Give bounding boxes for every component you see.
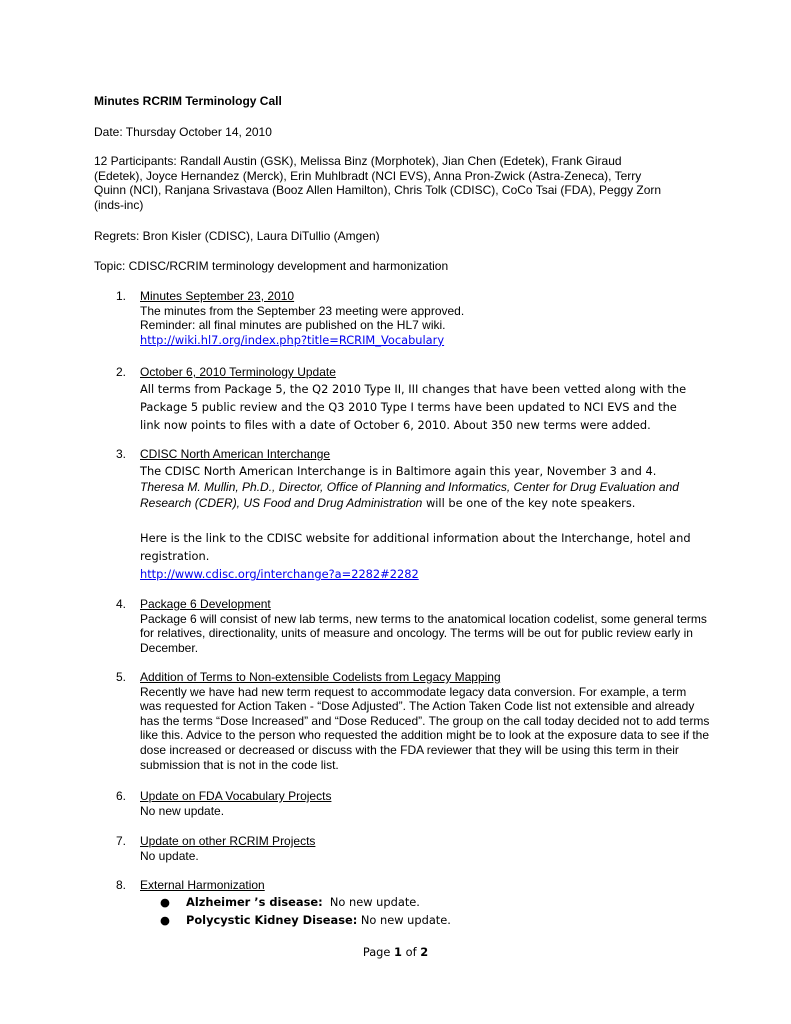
total-page-number: 2 (420, 945, 429, 959)
item-text: Reminder: all final minutes are published on the HL7 wiki. (140, 318, 446, 333)
bullet-icon: ● (160, 895, 170, 909)
topic: Topic: CDISC/RCRIM terminology development and harmonization (94, 259, 449, 273)
item-text: No update. (140, 848, 199, 863)
item-number: 7. (116, 834, 127, 848)
participants: 12 Participants: Randall Austin (GSK), Melissa Binz (Morphotek), Jian Chen (Edetek), Frank Giraud (Edetek), Joyce Hernandez (Merck), Erin Muhlbradt (NCI EVS), Anna Pron-Zwick (Astra-Zeneca), Terry Quinn (NCI), Ranjana Srivastava (Booz Allen Hamilton), Chris Tolk (CDISC), CoCo Tsai (FDA), Peggy Zorn (inds-inc) (94, 154, 662, 212)
footer-prefix: Page (362, 945, 395, 959)
footer-of: of (401, 945, 421, 959)
item-number: 5. (116, 670, 127, 684)
wiki-link[interactable]: http://wiki.hl7.org/index.php?title=RCRIM_Vocabulary (140, 332, 445, 347)
item-number: 1. (116, 289, 127, 303)
keynote-speaker: Theresa M. Mullin, Ph.D., Director, Office of Planning and Informatics, Center for Drug Evaluation and Research (CDER), US Food and Drug Administration (140, 479, 679, 511)
item-heading: CDISC North American Interchange (140, 447, 331, 461)
page-footer (0, 943, 791, 961)
item-text: The minutes from the September 23 meeting were approved. (140, 303, 465, 318)
keynote-tail: will be one of the key note speakers. (422, 496, 636, 511)
item-text: Recently we have had new term request to accommodate legacy data conversion. For example, a term was requested for Action Taken - “Dose Adjusted”. The Action Taken Code list not extensible and already has the terms “Dose Increased” and “Dose Reduced”. The group on the call today decided not to add terms like this. Advice to the person who requested the addition might be to look at the exposure data to see if the dose increased or decreased or discuss with the FDA reviewer that they will be using this term in their submission that is not in the code list. (140, 684, 710, 772)
current-page-number: 1 (394, 945, 402, 959)
bullet-label: Alzheimer ’s disease: (186, 895, 323, 909)
item-number: 3. (116, 447, 127, 461)
item-heading: Package 6 Development (140, 597, 271, 611)
item-heading: October 6, 2010 Terminology Update (140, 365, 336, 379)
bullet-value: No new update. (322, 895, 420, 909)
item-number: 4. (116, 597, 127, 611)
cdisc-link[interactable]: http://www.cdisc.org/interchange?a=2282#2282 (140, 567, 419, 582)
document-title: Minutes RCRIM Terminology Call (94, 94, 282, 108)
keynote-paragraph (140, 480, 700, 513)
regrets: Regrets: Bron Kisler (CDISC), Laura DiTullio (Amgen) (94, 229, 380, 243)
item-heading: Minutes September 23, 2010 (140, 289, 295, 303)
bullet-icon: ● (160, 913, 170, 927)
item-number: 6. (116, 789, 127, 803)
bullet-label: Polycystic Kidney Disease: (186, 913, 358, 927)
item-text: Here is the link to the CDISC website for additional information about the Interchange, hotel and registration. (140, 531, 691, 564)
item-number: 8. (116, 878, 127, 892)
item-heading: Update on other RCRIM Projects (140, 834, 316, 848)
item-heading: Update on FDA Vocabulary Projects (140, 789, 332, 803)
item-text: Package 6 will consist of new lab terms, new terms to the anatomical location codelist, some general terms for relatives, directionality, units of measure and oncology. The terms will be out for public review early in December. (140, 611, 707, 655)
item-text: The CDISC North American Interchange is in Baltimore again this year, November 3 and 4. (140, 463, 657, 478)
item-text: No new update. (140, 803, 225, 818)
item-heading: Addition of Terms to Non-extensible Codelists from Legacy Mapping (140, 670, 501, 684)
item-heading: External Harmonization (140, 878, 265, 892)
item-number: 2. (116, 365, 127, 379)
item-text: All terms from Package 5, the Q2 2010 Type II, III changes that have been vetted along with the Package 5 public review and the Q3 2010 Type I terms have been updated to NCI EVS and the link now points to files with a date of October 6, 2010. About 350 new terms were added. (140, 381, 687, 432)
bullet-value: No new update. (357, 913, 451, 927)
meeting-date: Date: Thursday October 14, 2010 (94, 125, 272, 139)
